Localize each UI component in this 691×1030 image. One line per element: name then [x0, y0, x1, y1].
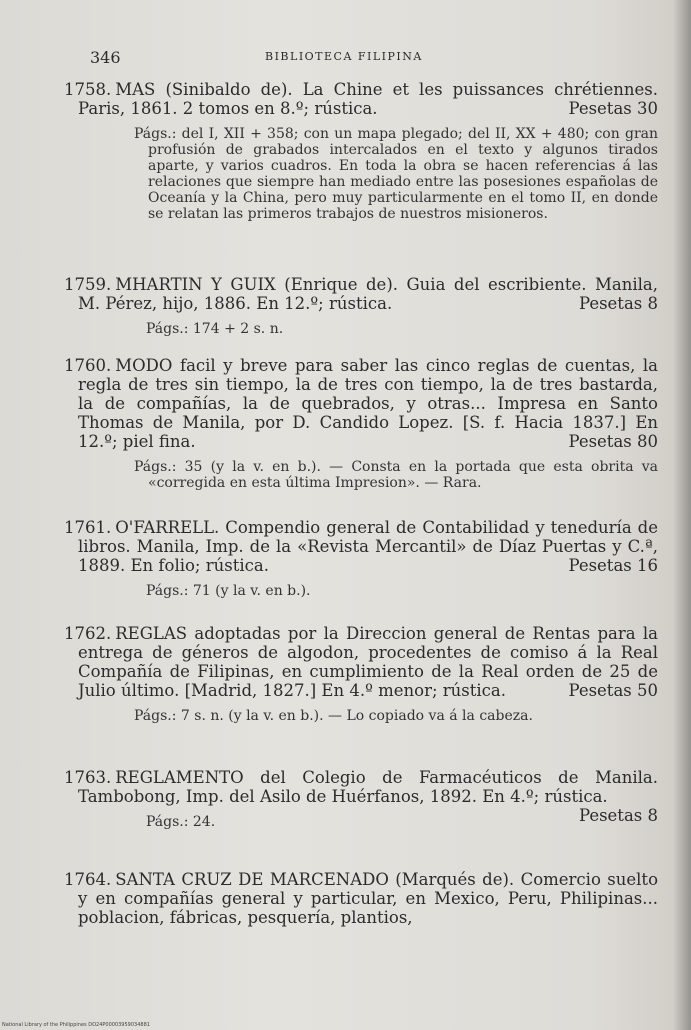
entry-price: Pesetas 8: [578, 294, 658, 313]
page-edge-shadow: [673, 0, 691, 1030]
entry-number: 1763.: [64, 768, 112, 787]
entry-number: 1759.: [64, 275, 112, 294]
entry-note: Págs.: 174 + 2 s. n.: [146, 321, 284, 337]
entry-title: REGLAS adoptadas por la Direccion general de Rentas para la entrega de géneros de algodon, procedentes de comiso á la Real Compañía de Filipinas, en cumplimiento de la Real orden de 25 de Julio último. [Madrid, 1827.] En 4.º menor; rústica.: [78, 624, 658, 700]
entry-note: Págs.: del I, XII + 358; con un mapa plegado; del II, XX + 480; con gran profusión de grabados intercalados en el texto y algunos tirados aparte, y varios cuadros. En toda la obra se hacen referencias á las relaciones que siempre han mediado entre las posesiones españolas de Oceanía y la China, pero muy particularmente en el tomo II, en donde se relatan las primeros trabajos de nuestros misioneros.: [134, 126, 658, 222]
entry-title: MODO facil y breve para saber las cinco reglas de cuentas, la regla de tres sin tiempo, la de tres con tiempo, la de tres bastarda, la de compañías, la de quebrados, y otras... Impresa en Santo Thomas de Manila, por D. Candido Lopez. [S. f. Hacia 1837.] En 12.º; piel fina.: [78, 356, 658, 451]
page-number: 346: [90, 48, 121, 67]
page-header: [90, 48, 650, 70]
entry-price: Pesetas 8: [578, 806, 658, 825]
catalog-entry-1758: [64, 80, 658, 222]
entry-note: Págs.: 24.: [146, 814, 216, 830]
running-title: BIBLIOTECA FILIPINA: [265, 50, 423, 63]
entry-price: Pesetas 80: [568, 432, 658, 451]
entry-number: 1764.: [64, 870, 112, 889]
entry-number: 1761.: [64, 518, 112, 537]
catalog-entry-1764: [64, 870, 658, 927]
entry-price: Pesetas 50: [568, 681, 658, 700]
digitization-credit: National Library of the Philippines DO24P00003959034881: [2, 1022, 150, 1028]
entry-title: MAS (Sinibaldo de). La Chine et les puissances chrétiennes. Paris, 1861. 2 tomos en 8.º; rústica.: [78, 80, 658, 118]
entry-title: MHARTIN Y GUIX (Enrique de). Guia del escribiente. Manila, M. Pérez, hijo, 1886. En 12.º; rústica.: [78, 275, 658, 313]
entry-note: Págs.: 7 s. n. (y la v. en b.). — Lo copiado va á la cabeza.: [134, 708, 533, 724]
entry-title: SANTA CRUZ DE MARCENADO (Marqués de). Comercio suelto y en compañías general y particular, en Mexico, Peru, Philipinas... poblacion, fábricas, pesquería, plantios,: [78, 870, 658, 927]
entry-number: 1758.: [64, 80, 112, 99]
catalog-entry-1761: [64, 518, 658, 599]
catalog-entry-1759: [64, 275, 658, 337]
entry-text: [64, 356, 658, 451]
entry-note: Págs.: 71 (y la v. en b.).: [146, 583, 311, 599]
entry-price: Pesetas 30: [568, 99, 658, 118]
entry-title: REGLAMENTO del Colegio de Farmacéuticos de Manila. Tambobong, Imp. del Asilo de Huérfanos, 1892. En 4.º; rústica.: [78, 768, 658, 806]
entry-number: 1762.: [64, 624, 112, 643]
catalog-entry-1763: [64, 768, 658, 830]
entry-text: [64, 624, 658, 700]
entry-title: O'FARRELL. Compendio general de Contabilidad y teneduría de libros. Manila, Imp. de la «Revista Mercantil» de Díaz Puertas y C.ª, 1889. En folio; rústica.: [78, 518, 658, 575]
entry-note: Págs.: 35 (y la v. en b.). — Consta en la portada que esta obrita va «corregida en esta última Impresion». — Rara.: [134, 459, 658, 491]
entry-price: Pesetas 16: [568, 556, 658, 575]
entry-text: [64, 275, 658, 313]
entry-number: 1760.: [64, 356, 112, 375]
entry-text: [64, 518, 658, 575]
catalog-entry-1760: [64, 356, 658, 491]
entry-text: [64, 870, 658, 927]
entry-text: [64, 80, 658, 118]
catalog-entry-1762: [64, 624, 658, 724]
